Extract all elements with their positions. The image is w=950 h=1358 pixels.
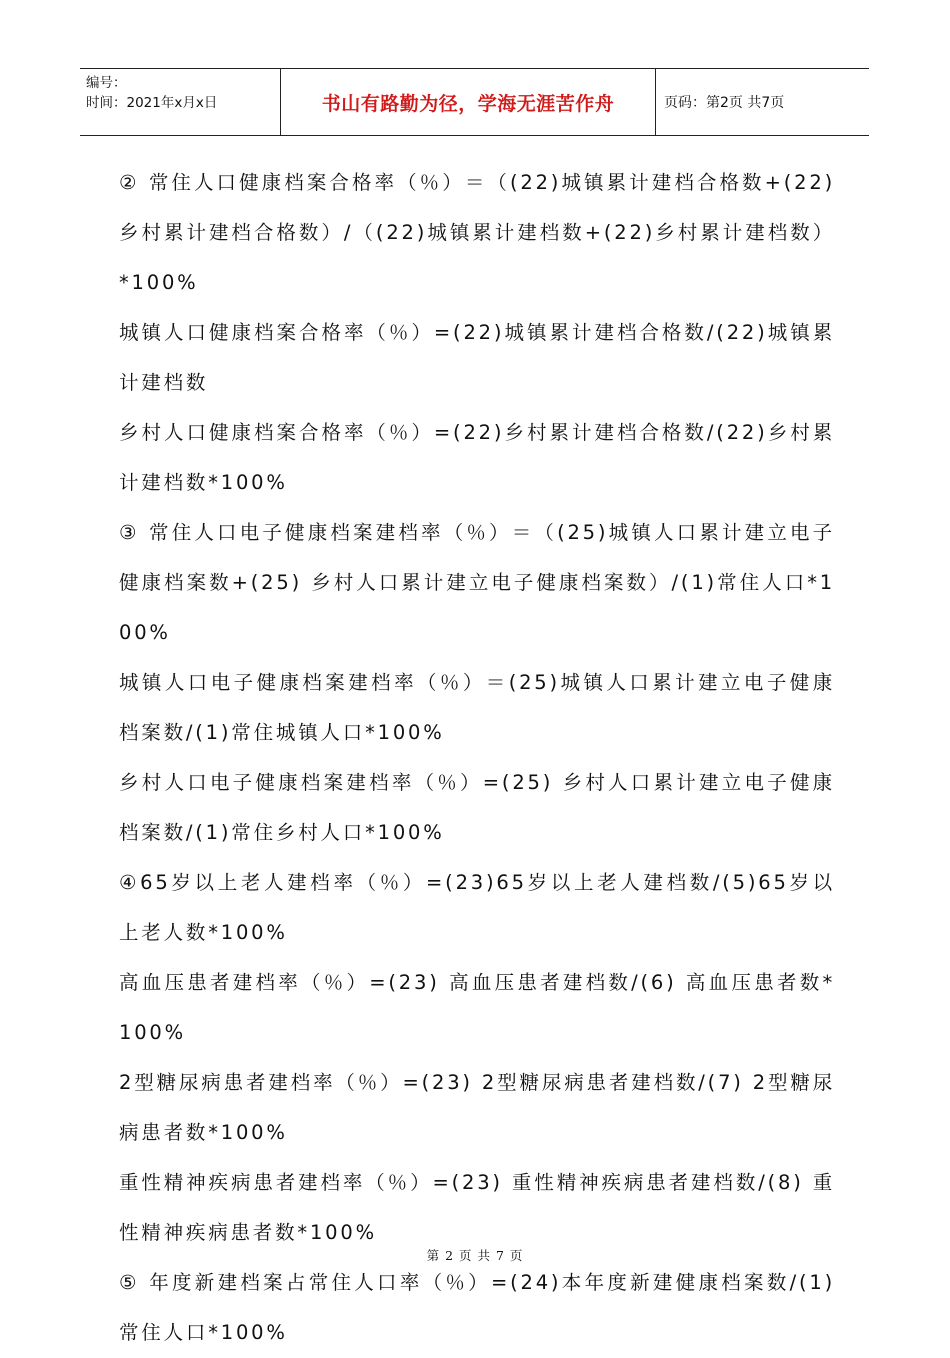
document-number-label: 编号： — [86, 75, 127, 91]
page-footer: 第 2 页 共 7 页 — [426, 1248, 524, 1263]
paragraph-diabetes-record-rate: 2型糖尿病患者建档率（％）=(23) 2型糖尿病患者建档数/(7) 2型糖尿病患者数*100% — [119, 1071, 835, 1144]
paragraph-hypertension-record-rate: 高血压患者建档率（％）=(23) 高血压患者建档数/(6) 高血压患者数*100% — [119, 971, 835, 1044]
paragraph-rural-record-qualified-rate: 乡村人口健康档案合格率（％）=(22)乡村累计建档合格数/(22)乡村累计建档数*100% — [119, 421, 835, 494]
paragraph-resident-e-record-rate: ③ 常住人口电子健康档案建档率（％）＝（(25)城镇人口累计建立电子健康档案数+(25) 乡村人口累计建立电子健康档案数）/(1)常住人口*100% — [119, 521, 835, 644]
header-motto: 书山有路勤为径，学海无涯苦作舟 — [321, 92, 615, 115]
header-page-code-cell — [656, 69, 869, 135]
paragraph-rural-e-record-rate: 乡村人口电子健康档案建档率（％）=(25) 乡村人口累计建立电子健康档案数/(1)常住乡村人口*100% — [119, 771, 835, 844]
page-header — [80, 68, 869, 136]
paragraph-new-record-rate: ⑤ 年度新建档案占常住人口率（％）=(24)本年度新建健康档案数/(1)常住人口*100% — [119, 1271, 835, 1344]
paragraph-resident-record-qualified-rate: ② 常住人口健康档案合格率（％）＝（(22)城镇累计建档合格数+(22)乡村累计建档合格数）/（(22)城镇累计建档数+(22)乡村累计建档数）*100% — [119, 171, 835, 294]
paragraph-urban-record-qualified-rate: 城镇人口健康档案合格率（％）=(22)城镇累计建档合格数/(22)城镇累计建档数 — [119, 321, 835, 394]
document-body — [119, 158, 835, 1358]
paragraph-elderly-record-rate: ④65岁以上老人建档率（％）=(23)65岁以上老人建档数/(5)65岁以上老人数*100% — [119, 871, 835, 944]
document-time-label: 时间：2021年x月x日 — [86, 95, 218, 111]
header-page-code: 页码：第2页 共7页 — [664, 95, 785, 111]
header-meta — [80, 69, 281, 135]
paragraph-mental-illness-record-rate: 重性精神疾病患者建档率（％）=(23) 重性精神疾病患者建档数/(8) 重性精神疾病患者数*100% — [119, 1171, 835, 1244]
header-motto-cell — [281, 69, 656, 135]
paragraph-urban-e-record-rate: 城镇人口电子健康档案建档率（％）＝(25)城镇人口累计建立电子健康档案数/(1)常住城镇人口*100% — [119, 671, 835, 744]
